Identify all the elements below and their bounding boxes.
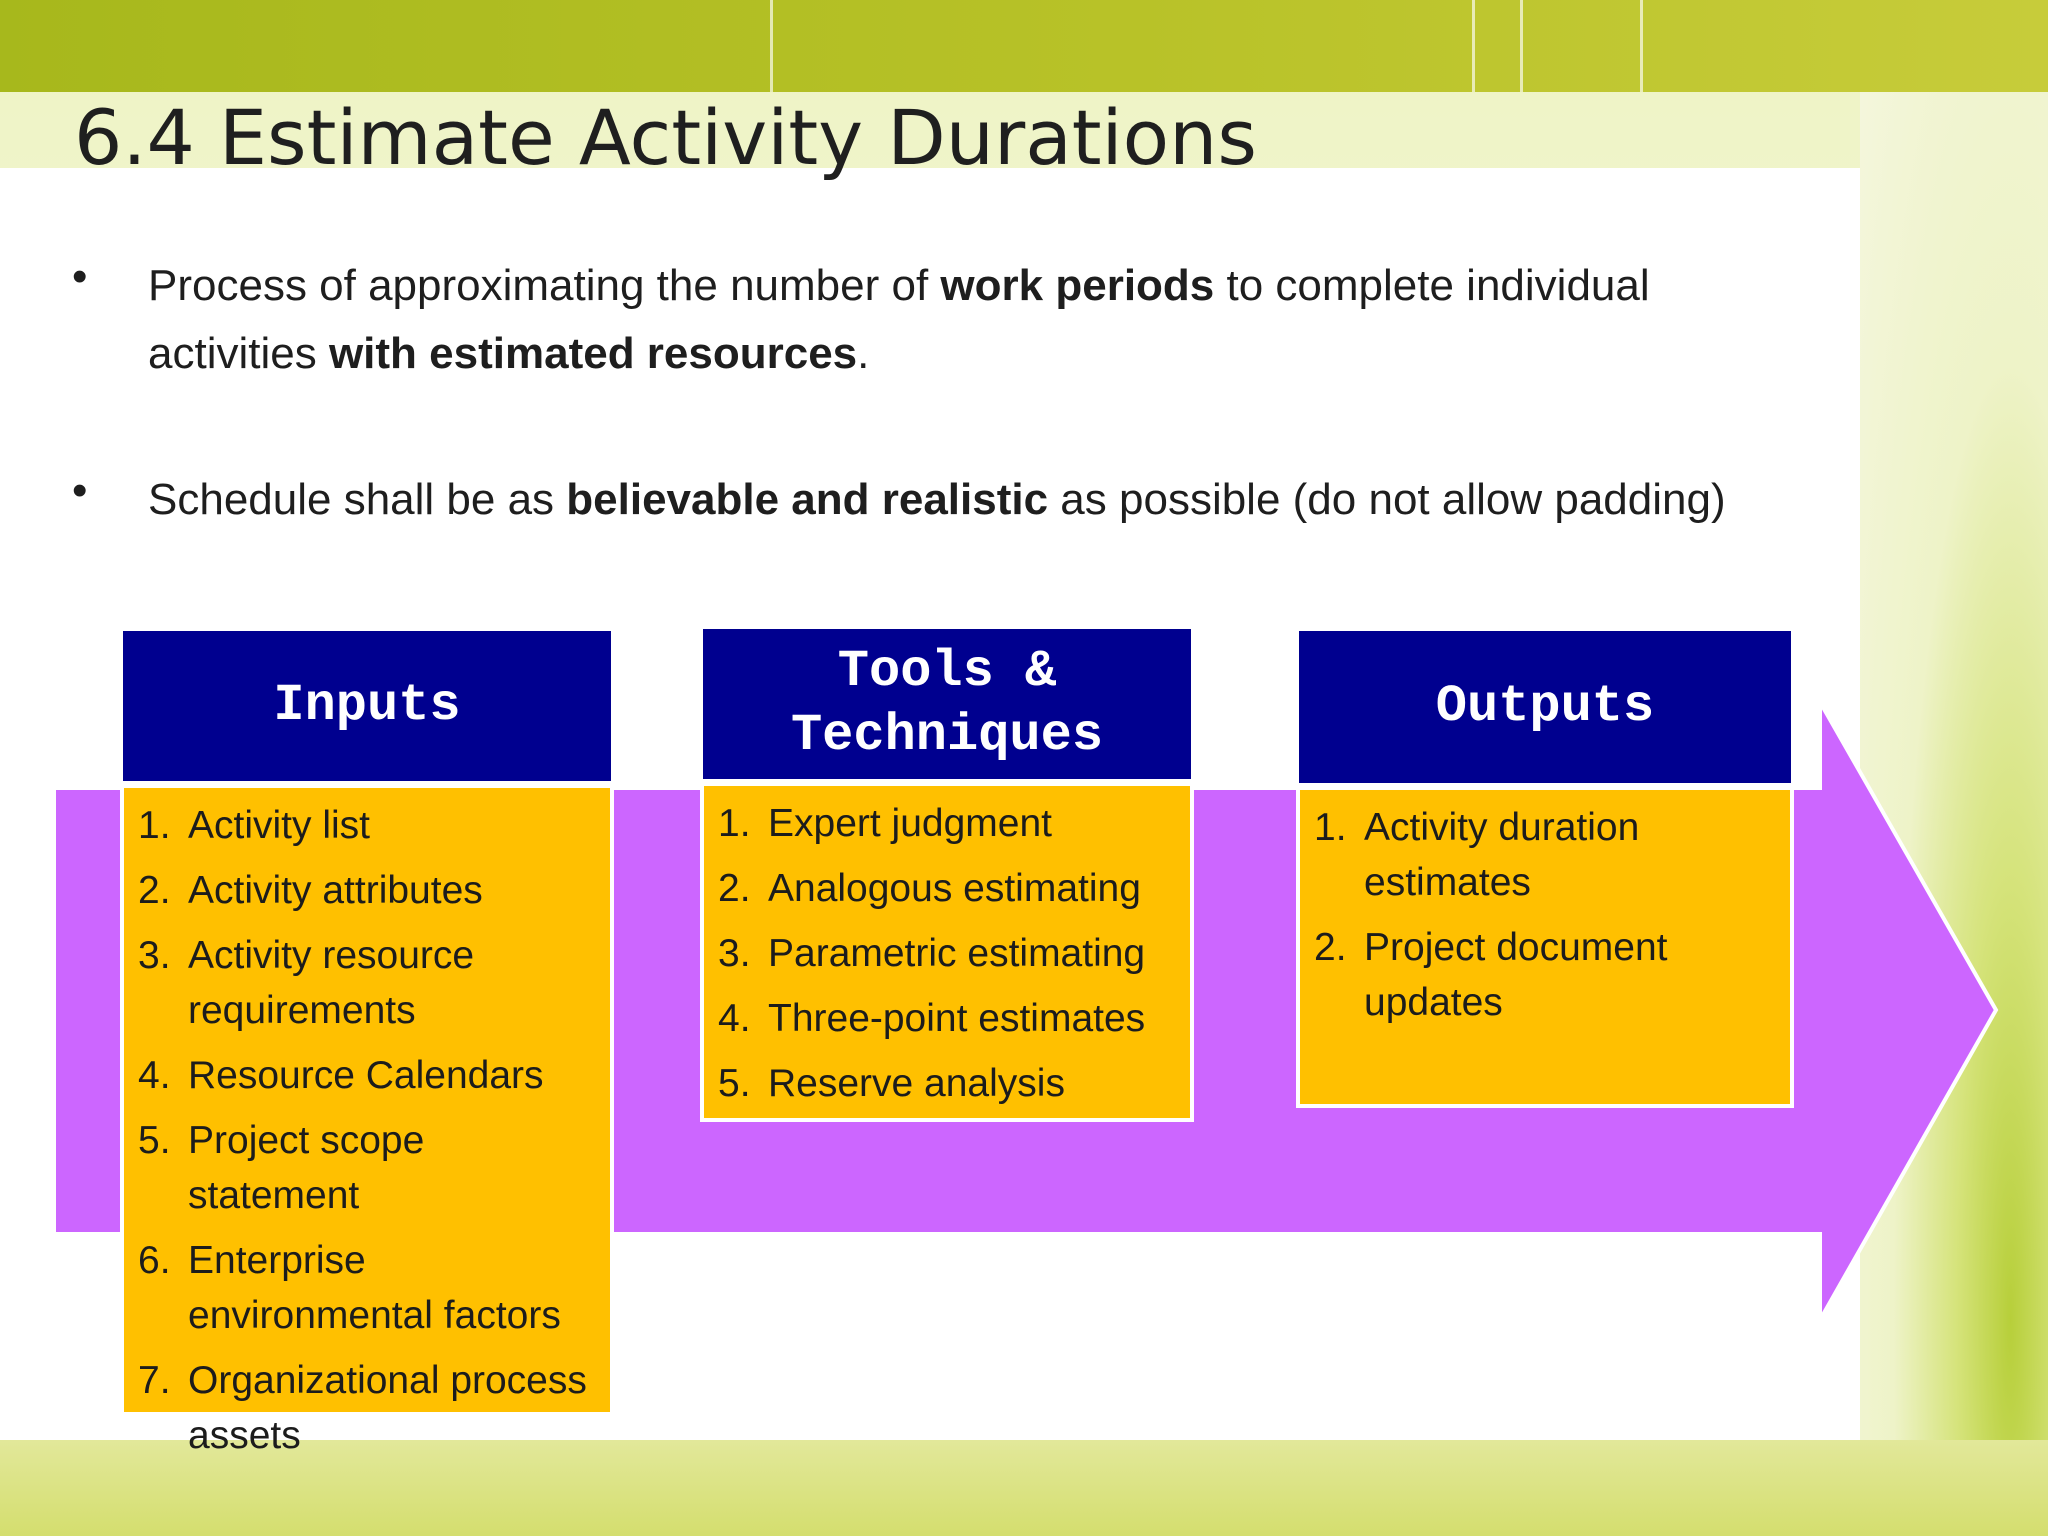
inputs-box: [120, 628, 614, 1457]
list-item-text: Project document updates: [1364, 926, 1668, 1024]
list-item-number: 5.: [718, 1062, 751, 1105]
list-item-number: 1.: [718, 802, 751, 845]
bullet-emphasis: with estimated resources: [328, 329, 858, 378]
list-item-text: Activity attributes: [188, 869, 483, 912]
outputs-body: [1296, 786, 1794, 1108]
list-item-text: Activity list: [188, 804, 371, 847]
list-item-text: Activity resource requirements: [188, 934, 475, 1032]
list-item: [718, 796, 1176, 851]
list-item-number: 2.: [1314, 926, 1347, 969]
inputs-body: [120, 784, 614, 1457]
list-item-number: 4.: [718, 997, 751, 1040]
list-item-number: 5.: [138, 1119, 171, 1162]
bullet-run: .: [857, 329, 870, 378]
list-item-number: 3.: [138, 934, 171, 977]
list-item: [138, 863, 596, 918]
list-item-number: 2.: [138, 869, 171, 912]
bullet-dot: •: [72, 466, 88, 515]
list-item-text: Activity duration estimates: [1364, 806, 1640, 904]
inputs-list: [138, 798, 596, 1463]
list-item-text: Expert judgment: [768, 802, 1052, 845]
tools-list: [718, 796, 1176, 1111]
list-item-text: Three-point estimates: [768, 997, 1146, 1040]
list-item: [138, 1233, 596, 1343]
list-item: [718, 926, 1176, 981]
outputs-box: [1296, 628, 1794, 1108]
list-item: [1314, 920, 1776, 1030]
list-item-text: Enterprise environmental factors: [188, 1239, 561, 1337]
list-item: [1314, 800, 1776, 910]
list-item: [138, 1048, 596, 1103]
list-item: [138, 928, 596, 1038]
list-item: [718, 861, 1176, 916]
list-item-number: 7.: [138, 1359, 171, 1402]
list-item-number: 4.: [138, 1054, 171, 1097]
list-item-text: Reserve analysis: [768, 1062, 1065, 1105]
list-item-number: 3.: [718, 932, 751, 975]
list-item: [718, 991, 1176, 1046]
list-item-number: 1.: [138, 804, 171, 847]
list-item: [718, 1056, 1176, 1111]
bullet-dot: •: [72, 252, 88, 301]
tools-body: [700, 782, 1194, 1122]
slide-title: 6.4 Estimate Activity Durations: [74, 93, 1257, 182]
list-item: [138, 1353, 596, 1463]
tools-box: [700, 626, 1194, 1122]
outputs-header: Outputs: [1296, 628, 1794, 786]
list-item-number: 1.: [1314, 806, 1347, 849]
list-item-text: Project scope statement: [188, 1119, 425, 1217]
bullet-run: to complete individual activities: [148, 261, 1650, 378]
list-item-number: 6.: [138, 1239, 171, 1282]
list-item-text: Parametric estimating: [768, 932, 1146, 975]
list-item-text: Resource Calendars: [188, 1054, 544, 1097]
list-item-text: Analogous estimating: [768, 867, 1141, 910]
bullet-emphasis: work periods: [940, 261, 1215, 310]
outputs-list: [1314, 800, 1776, 1030]
inputs-header: Inputs: [120, 628, 614, 784]
tools-header: Tools & Techniques: [700, 626, 1194, 782]
list-item-text: Organizational process assets: [188, 1359, 587, 1457]
list-item: [138, 1113, 596, 1223]
bullet-run: as possible (do not allow padding): [1048, 475, 1726, 524]
bullet-run: Process of approximating the number of: [148, 261, 941, 310]
list-item: [138, 798, 596, 853]
bullet-emphasis: believable and realistic: [566, 475, 1049, 524]
bullet-run: Schedule shall be as: [148, 475, 567, 524]
list-item-number: 2.: [718, 867, 751, 910]
